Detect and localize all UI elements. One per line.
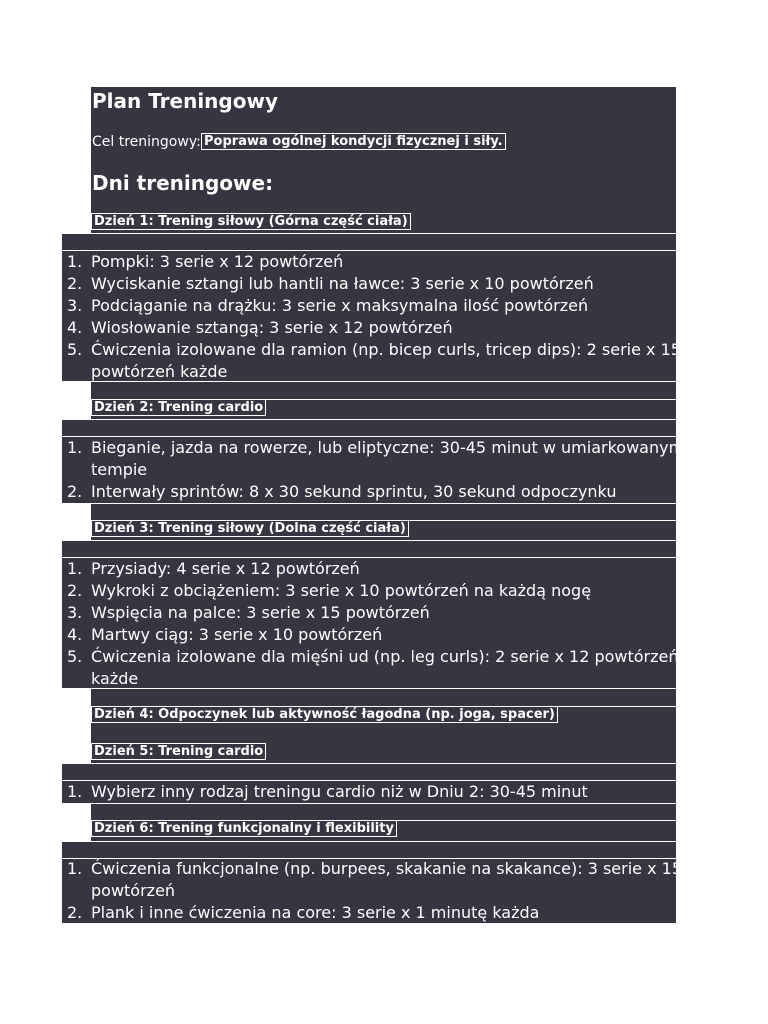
day5-list <box>62 781 676 803</box>
separator <box>62 233 676 234</box>
separator <box>62 503 676 504</box>
list-item: 1. Ćwiczenia funkcjonalne (np. burpees, skakanie na skakance): 3 serie x 15 <box>67 859 683 878</box>
list-item: 1. Przysiady: 4 serie x 12 powtórzeń <box>67 559 360 578</box>
goal-value: Poprawa ogólnej kondycji fizycznej i siły. <box>201 133 506 150</box>
separator <box>62 841 676 842</box>
day3-heading: Dzień 3: Trening siłowy (Dolna część ciała) <box>91 520 409 537</box>
list-item: 3. Podciąganie na drążku: 3 serie x maksymalna ilość powtórzeń <box>67 296 589 315</box>
list-item: 5. Ćwiczenia izolowane dla ramion (np. bicep curls, tricep dips): 2 serie x 15 <box>67 340 681 359</box>
day5-heading: Dzień 5: Trening cardio <box>91 743 266 760</box>
separator <box>62 763 676 764</box>
list-item: 3. Wspięcia na palce: 3 serie x 15 powtórzeń <box>67 603 430 622</box>
list-item: 2. Interwały sprintów: 8 x 30 sekund sprintu, 30 sekund odpoczynku <box>67 482 617 501</box>
day3-list <box>62 558 679 690</box>
list-item: 1. Pompki: 3 serie x 12 powtórzeń <box>67 252 344 271</box>
list-item: 1. Bieganie, jazda na rowerze, lub eliptyczne: 30-45 minut w umiarkowanym <box>67 438 685 457</box>
list-item: 1. Wybierz inny rodzaj treningu cardio niż w Dniu 2: 30-45 minut <box>67 782 588 801</box>
list-item-continuation: każde <box>91 669 139 688</box>
day6-heading: Dzień 6: Trening funkcjonalny i flexibility <box>91 820 397 837</box>
list-item-continuation: tempie <box>91 460 148 479</box>
days-heading: Dni treningowe: <box>92 171 274 195</box>
day6-list <box>62 858 683 924</box>
day2-heading: Dzień 2: Trening cardio <box>91 399 266 416</box>
list-item-continuation: powtórzeń <box>91 881 176 900</box>
separator <box>62 540 676 541</box>
day1-list <box>62 251 681 383</box>
day4-heading: Dzień 4: Odpoczynek lub aktywność łagodna (np. joga, spacer) <box>91 706 558 723</box>
list-item: 4. Wiosłowanie sztangą: 3 serie x 12 powtórzeń <box>67 318 453 337</box>
list-item: 5. Ćwiczenia izolowane dla mięśni ud (np. leg curls): 2 serie x 12 powtórzeń <box>67 647 679 666</box>
separator <box>62 803 676 804</box>
day2-list <box>62 437 685 503</box>
day1-heading: Dzień 1: Trening siłowy (Górna część ciała) <box>91 213 411 230</box>
list-item: 4. Martwy ciąg: 3 serie x 10 powtórzeń <box>67 625 383 644</box>
goal-label: Cel treningowy: <box>92 134 201 150</box>
list-item-continuation: powtórzeń każde <box>91 362 228 381</box>
page-title: Plan Treningowy <box>92 89 278 113</box>
list-item: 2. Wykroki z obciążeniem: 3 serie x 10 powtórzeń na każdą nogę <box>67 581 592 600</box>
list-item: 2. Wyciskanie sztangi lub hantli na ławce: 3 serie x 10 powtórzeń <box>67 274 594 293</box>
list-item: 2. Plank i inne ćwiczenia na core: 3 serie x 1 minutę każda <box>67 903 540 922</box>
separator <box>62 419 676 420</box>
